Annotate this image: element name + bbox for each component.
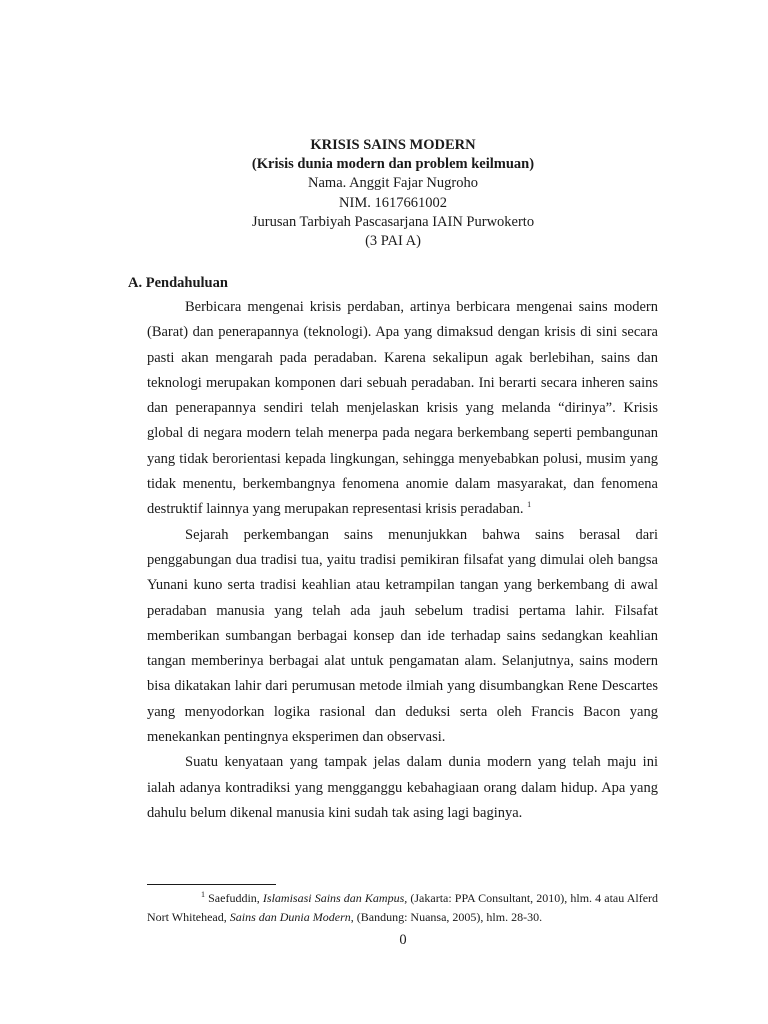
- paragraph-1: [147, 295, 658, 523]
- section-heading: A. Pendahuluan: [128, 275, 228, 291]
- department: Jurusan Tarbiyah Pascasarjana IAIN Purwokerto: [251, 213, 535, 230]
- author-name: Nama. Anggit Fajar Nugroho: [308, 175, 478, 192]
- page-number: 0: [399, 932, 407, 948]
- footnote-book-1: Islamisasi Sains dan Kampus,: [262, 891, 408, 905]
- footnote-book-2: Sains dan Dunia Modern: [229, 909, 351, 924]
- footnote-separator: [147, 884, 276, 885]
- document-title: KRISIS SAINS MODERN: [310, 137, 476, 153]
- class-label: (3 PAI A): [365, 233, 421, 250]
- footnote-publisher-1: (Jakarta: PPA Consultant, 2010), hlm. 4 atau Alferd Nort Whitehead,: [147, 891, 659, 924]
- paragraph-2: Sejarah perkembangan sains menunjukkan bahwa sains berasal dari penggabungan dua tradisi tua, yaitu tradisi pemikiran filsafat yang dimulai oleh bangsa Yunani kuno serta tradisi keahlian atau ketrampilan tangan yang berkembang di awal peradaban manusia yang telah ada jauh sebelum tradisi pertama lahir. Filsafat memberikan sumbangan berbagai konsep dan ide terhadap sains sedangkan keahlian tangan memberinya berbagai alat untuk pengamatan alam. Selanjutnya, sains modern bisa dikatakan lahir dari perumusan metode ilmiah yang disumbangkan Rene Descartes yang menyodorkan logika rasional dan deduksi serta oleh Francis Bacon yang menekankan pentingnya eksperimen dan observasi.: [147, 526, 658, 746]
- paragraph-3: Suatu kenyataan yang tampak jelas dalam dunia modern yang telah maju ini ialah adanya kontradiksi yang mengganggu kebahagiaan orang dalam hidup. Apa yang dahulu belum dikenal manusia kini sudah tak asing lagi baginya.: [147, 754, 658, 821]
- footnote-author-1: Saefuddin,: [208, 891, 263, 905]
- document-subtitle: (Krisis dunia modern dan problem keilmuan): [251, 156, 535, 173]
- footnote-publisher-2: , (Bandung: Nuansa, 2005), hlm. 28-30.: [350, 909, 543, 924]
- title-block: [128, 136, 658, 251]
- student-id: NIM. 1617661002: [339, 194, 447, 211]
- body-text: [147, 295, 658, 826]
- footnote-ref-1: 1: [527, 500, 532, 510]
- paragraph-1-text: Berbicara mengenai krisis perdaban, artinya berbicara mengenai sains modern (Barat) dan penerapannya (teknologi). Apa yang dimaksud dengan krisis di sini secara pasti akan mengarah pada peradaban. Karena sekalipun agak berlebihan, sains dan teknologi merupakan komponen dari sebuah peradaban. Ini berarti secara inheren sains dan penerapannya sendiri telah menjelaskan krisis yang melanda “dirinya”. Krisis global di negara modern telah menerpa pada negara berkembang seperti pembangunan yang tidak berorientasi kepada lingkungan, sehingga menyebabkan polusi, musim yang tidak menentu, berkembangnya fenomena anomie dalam masyarakat, dan fenomena destruktif lainnya yang merupakan representasi krisis peradaban.: [147, 299, 658, 518]
- footnote: [147, 889, 658, 926]
- footnote-number: 1: [201, 890, 205, 899]
